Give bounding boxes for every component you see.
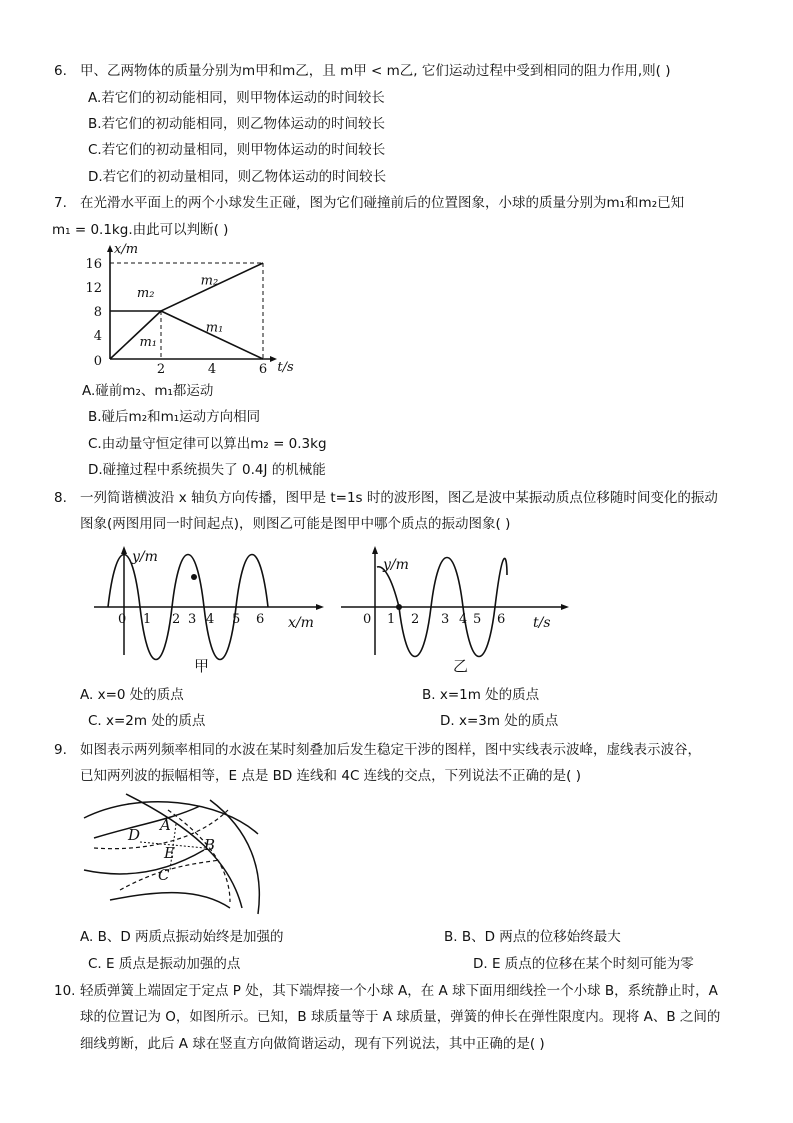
yi-y-axis-arrow bbox=[372, 546, 378, 554]
q8-option-d[interactable]: D. x=3m 处的质点 bbox=[440, 713, 559, 729]
q7-x-axis-arrow bbox=[270, 356, 277, 362]
jia-tick-labels bbox=[118, 612, 264, 627]
q9-crest-line bbox=[84, 802, 258, 834]
jia-x-label: x/m bbox=[288, 615, 314, 631]
yi-tick-labels bbox=[363, 612, 505, 627]
q7-option-a[interactable]: A.碰前m₂、m₁都运动 bbox=[82, 383, 214, 399]
q8-stem-line2: 图象(两图用同一时间起点)，则图乙可能是图甲中哪个质点的振动图象( ) bbox=[80, 516, 511, 532]
q9-label-b: B bbox=[204, 836, 216, 854]
q9-trough-line bbox=[120, 860, 220, 890]
q10-number: 10. bbox=[54, 983, 76, 999]
q9-stem-line1: 如图表示两列频率相同的水波在某时刻叠加后发生稳定干涉的图样，图中实线表示波峰，虚线表示波谷， bbox=[80, 742, 701, 758]
jia-tick-4: 4 bbox=[206, 612, 215, 627]
q7-y-axis-label: x/m bbox=[114, 242, 139, 257]
jia-tick-0: 0 bbox=[118, 612, 127, 627]
q7-series-label: m₁ bbox=[139, 334, 158, 350]
q9-stem-line2: 已知两列波的振幅相等，E 点是 BD 连线和 4C 连线的交点，下列说法不正确的是( ) bbox=[80, 768, 581, 784]
jia-tick-1: 1 bbox=[143, 612, 152, 627]
jia-tick-2: 2 bbox=[172, 612, 181, 627]
q8-stem-line1: 一列简谐横波沿 x 轴负方向传播，图甲是 t=1s 时的波形图，图乙是波中某振动质点位移随时间变化的振动 bbox=[80, 490, 718, 506]
yi-tick-2: 2 bbox=[411, 612, 420, 627]
q7-series-label: m₂ bbox=[200, 273, 219, 289]
jia-caption: 甲 bbox=[194, 657, 210, 675]
q8-option-a[interactable]: A. x=0 处的质点 bbox=[80, 687, 184, 703]
q7-number: 7. bbox=[54, 195, 67, 211]
yi-tick-0: 0 bbox=[363, 612, 372, 627]
q10-stem-line2: 球的位置记为 O，如图所示。已知，B 球质量等于 A 球质量，弹簧的伸长在弹性限度内。现将 A、B 之间的 bbox=[80, 1009, 721, 1025]
yi-x-label: t/s bbox=[533, 615, 551, 631]
q9-label-d: D bbox=[128, 826, 141, 844]
jia-tick-3: 3 bbox=[188, 612, 197, 627]
q9-crest-line bbox=[84, 850, 204, 874]
q7-y-axis-arrow bbox=[107, 245, 113, 252]
q6-option-b[interactable]: B.若它们的初动能相同，则乙物体运动的时间较长 bbox=[88, 116, 386, 132]
q8-option-c[interactable]: C. x=2m 处的质点 bbox=[88, 713, 206, 729]
q10-stem-line3: 细线剪断，此后 A 球在竖直方向做简谐运动，现有下列说法，其中正确的是( ) bbox=[80, 1036, 545, 1052]
q6-number: 6. bbox=[54, 63, 67, 79]
jia-tick-5: 5 bbox=[232, 612, 241, 627]
q9-crest-line bbox=[210, 800, 259, 914]
q7-option-d[interactable]: D.碰撞过程中系统损失了 0.4J 的机械能 bbox=[88, 462, 326, 478]
q7-series-line-1 bbox=[110, 311, 263, 359]
yi-tick-6: 6 bbox=[497, 612, 506, 627]
q8-figure-yi bbox=[337, 545, 577, 677]
q9-number: 9. bbox=[54, 742, 67, 758]
yi-x-axis-arrow bbox=[561, 604, 569, 610]
yi-tick-5: 5 bbox=[473, 612, 482, 627]
q7-option-c[interactable]: C.由动量守恒定律可以算出m₂ = 0.3kg bbox=[88, 436, 327, 452]
q7-y-tick: 16 bbox=[85, 257, 102, 272]
q9-label-e: E bbox=[164, 844, 175, 862]
q8-figure-jia bbox=[88, 545, 333, 677]
q9-label-c: C bbox=[158, 866, 170, 884]
q6-stem: 甲、乙两物体的质量分别为m甲和m乙，且 m甲 < m乙, 它们运动过程中受到相同的阻力作用,则( ) bbox=[80, 63, 671, 79]
jia-y-axis-arrow bbox=[121, 546, 127, 554]
q9-crest-line bbox=[126, 794, 242, 908]
q7-y-tick: 8 bbox=[93, 305, 102, 320]
q7-series-label: m₁ bbox=[205, 320, 224, 336]
q7-series-label: m₂ bbox=[136, 286, 155, 302]
jia-marked-point bbox=[191, 574, 197, 580]
yi-y-label: y/m bbox=[383, 557, 409, 573]
q9-option-d[interactable]: D. E 质点的位移在某个时刻可能为零 bbox=[473, 956, 694, 972]
yi-marked-point bbox=[396, 604, 402, 610]
q9-option-b[interactable]: B. B、D 两点的位移始终最大 bbox=[444, 929, 621, 945]
q9-option-a[interactable]: A. B、D 两质点振动始终是加强的 bbox=[80, 929, 284, 945]
q7-origin-label: 0 bbox=[93, 354, 102, 369]
jia-tick-6: 6 bbox=[256, 612, 265, 627]
q6-option-a[interactable]: A.若它们的初动能相同，则甲物体运动的时间较长 bbox=[88, 90, 385, 106]
q7-stem-line2: m₁ = 0.1kg.由此可以判断( ) bbox=[52, 222, 229, 238]
yi-tick-3: 3 bbox=[441, 612, 450, 627]
q7-y-tick: 12 bbox=[85, 281, 102, 296]
q7-x-tick: 4 bbox=[207, 362, 217, 377]
q9-label-a: A bbox=[160, 816, 171, 834]
q10-stem-line1: 轻质弹簧上端固定于定点 P 处，其下端焊接一个小球 A，在 A 球下面用细线拴一个小球 B，系统静止时，A bbox=[80, 983, 718, 999]
q7-stem-line1: 在光滑水平面上的两个小球发生正碰，图为它们碰撞前后的位置图象，小球的质量分别为m₁和m₂已知 bbox=[80, 195, 685, 211]
q9-crest-line bbox=[94, 806, 200, 838]
q7-x-tick: 2 bbox=[156, 362, 166, 377]
yi-tick-1: 1 bbox=[387, 612, 396, 627]
q6-option-d[interactable]: D.若它们的初动量相同，则乙物体运动的时间较长 bbox=[88, 169, 387, 185]
q7-series-line-2 bbox=[110, 263, 263, 311]
q9-option-c[interactable]: C. E 质点是振动加强的点 bbox=[88, 956, 241, 972]
yi-caption: 乙 bbox=[453, 657, 469, 675]
q7-x-tick: 6 bbox=[258, 362, 268, 377]
q9-crest-line bbox=[110, 893, 230, 908]
jia-y-label: y/m bbox=[132, 549, 158, 565]
q6-option-c[interactable]: C.若它们的初动量相同，则甲物体运动的时间较长 bbox=[88, 142, 386, 158]
jia-x-axis-arrow bbox=[316, 604, 324, 610]
q7-y-tick: 4 bbox=[93, 329, 102, 344]
yi-tick-4: 4 bbox=[459, 612, 468, 627]
q8-number: 8. bbox=[54, 490, 67, 506]
q7-option-b[interactable]: B.碰后m₂和m₁运动方向相同 bbox=[88, 409, 261, 425]
q8-option-b[interactable]: B. x=1m 处的质点 bbox=[422, 687, 540, 703]
q7-x-axis-label: t/s bbox=[277, 360, 294, 375]
q9-interference-figure bbox=[80, 790, 270, 918]
q7-position-time-chart bbox=[80, 242, 294, 377]
